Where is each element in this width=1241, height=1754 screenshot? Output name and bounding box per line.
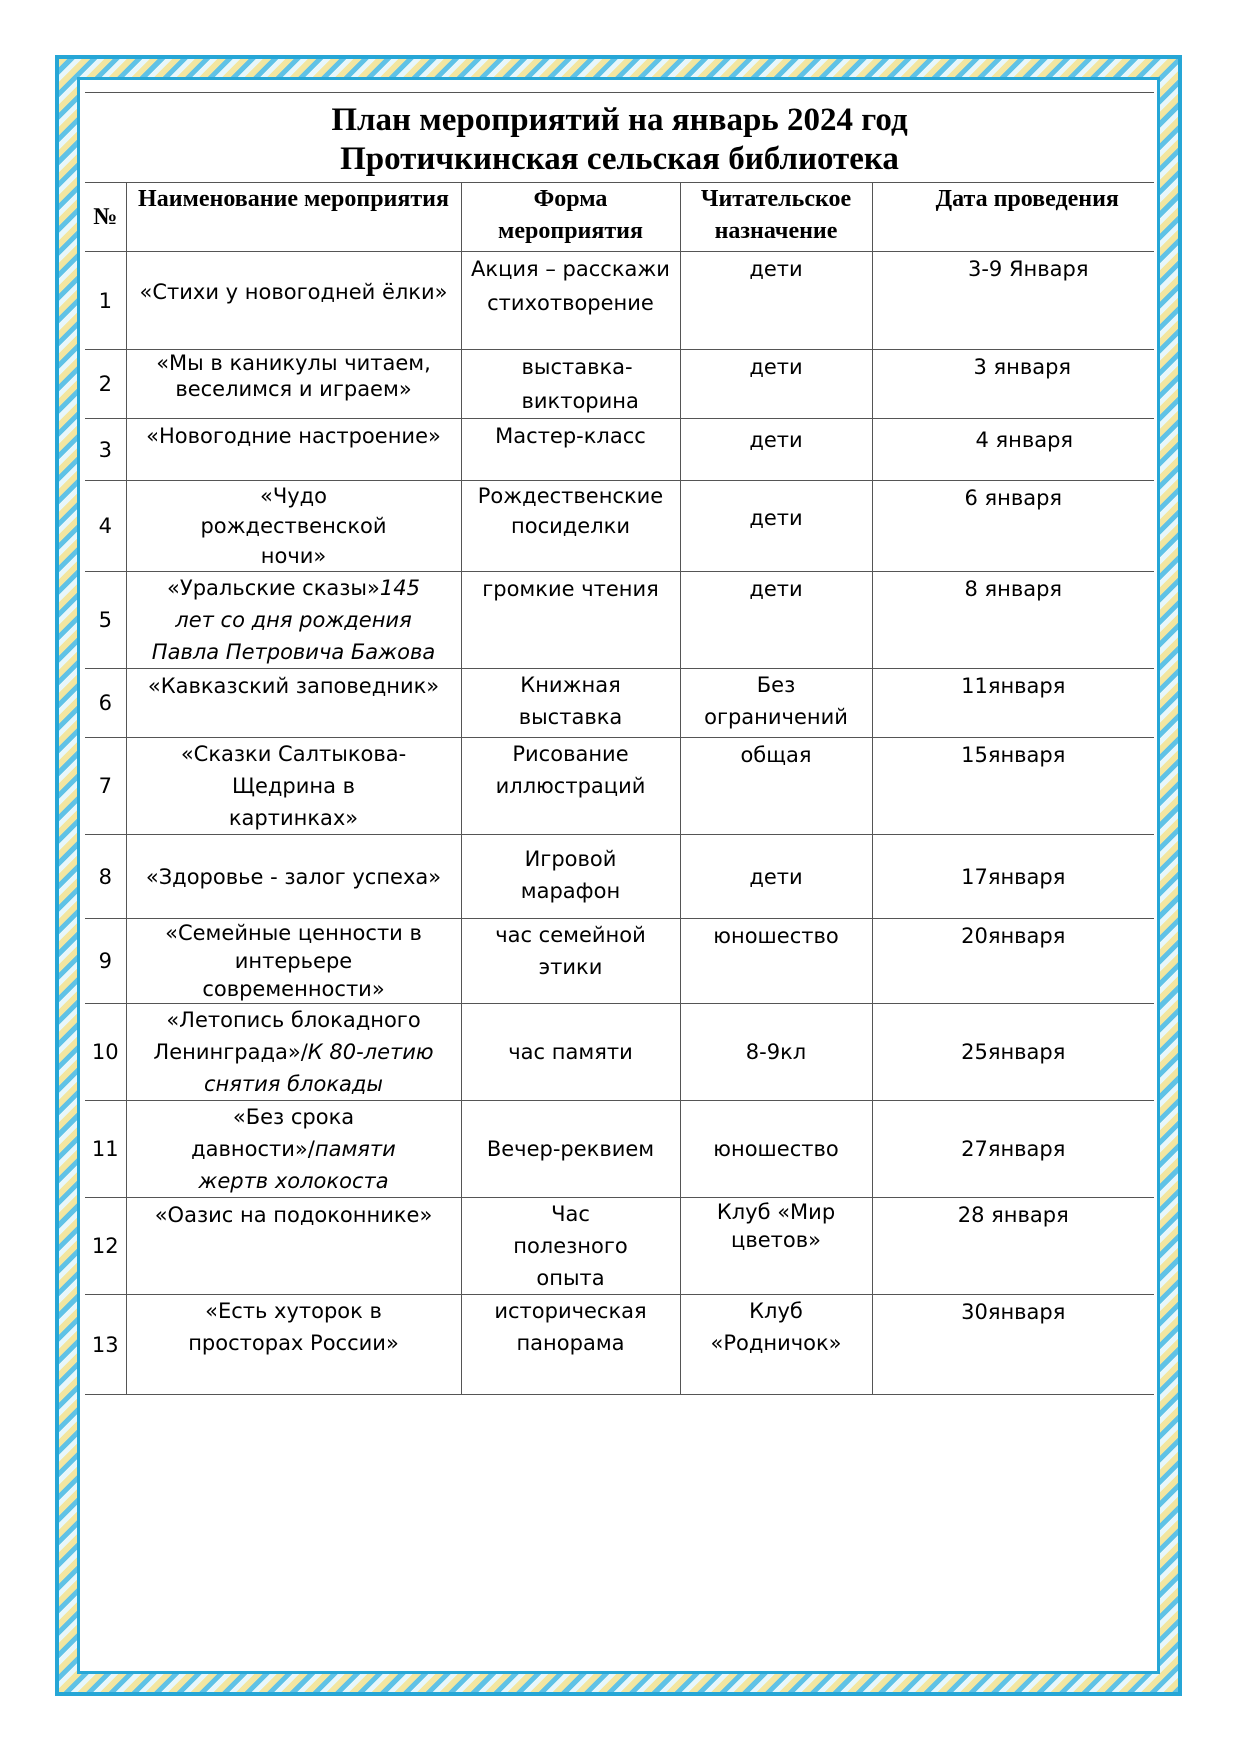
row-name (126, 1101, 461, 1198)
row-num: 9 (85, 919, 126, 1004)
row-date: 3 января (872, 350, 1154, 419)
row-date: 6 января (872, 481, 1154, 572)
table-row (85, 919, 1154, 1004)
row-name-note: К 80-летию снятия блокады (204, 1040, 434, 1096)
row-audience: дети (680, 572, 872, 669)
row-name (126, 669, 461, 738)
row-date: 8 января (872, 572, 1154, 669)
row-audience: Без ограничений (680, 669, 872, 738)
row-date: 15января (872, 738, 1154, 835)
table-row (85, 835, 1154, 919)
row-form: Игровой марафон (461, 835, 680, 919)
row-date: 3-9 Января (872, 252, 1154, 350)
row-audience: Клуб «Мир цветов» (680, 1198, 872, 1295)
row-num: 8 (85, 835, 126, 919)
header-date: Дата проведения (872, 183, 1154, 252)
row-audience: дети (680, 252, 872, 350)
row-name-text: «Стихи у новогодней ёлки» (139, 280, 448, 304)
row-name-note: 145 лет со дня рождения Павла Петровича Бажова (151, 576, 436, 664)
table-row (85, 481, 1154, 572)
row-name (126, 738, 461, 835)
title-line-2: Протичкинская сельская библиотека (340, 141, 899, 177)
table-row (85, 350, 1154, 419)
row-audience: дети (680, 350, 872, 419)
header-num: № (85, 183, 126, 252)
row-name (126, 1295, 461, 1395)
title-block (85, 92, 1154, 182)
row-num: 11 (85, 1101, 126, 1198)
row-num: 13 (85, 1295, 126, 1395)
table-row (85, 252, 1154, 350)
row-name-text: «Семейные ценности в интерьере современности» (165, 921, 422, 1001)
events-table (85, 182, 1154, 1395)
row-num: 3 (85, 419, 126, 481)
row-date: 25января (872, 1004, 1154, 1101)
row-form: Акция – расскажи стихотворение (461, 252, 680, 350)
row-form: час памяти (461, 1004, 680, 1101)
row-date: 4 января (872, 419, 1154, 481)
row-name-text: «Мы в каникулы читаем, веселимся и играем» (156, 351, 431, 401)
row-date: 17января (872, 835, 1154, 919)
row-date: 11января (872, 669, 1154, 738)
row-form: громкие чтения (461, 572, 680, 669)
table-row (85, 738, 1154, 835)
table-row (85, 1101, 1154, 1198)
document (85, 92, 1154, 1395)
row-form: выставка-викторина (461, 350, 680, 419)
row-form: Рисование иллюстраций (461, 738, 680, 835)
row-name-text: «Оазис на подоконнике» (154, 1203, 433, 1227)
title-line-1: План мероприятий на январь 2024 год (331, 102, 908, 138)
row-audience: дети (680, 481, 872, 572)
row-form: историческая панорама (461, 1295, 680, 1395)
row-audience: юношество (680, 919, 872, 1004)
row-name-text: «Летопись блокадного Ленинграда»/ (153, 1008, 421, 1064)
row-audience: общая (680, 738, 872, 835)
table-row (85, 669, 1154, 738)
row-form: Час полезного опыта (461, 1198, 680, 1295)
row-num: 7 (85, 738, 126, 835)
row-date: 30января (872, 1295, 1154, 1395)
table-row (85, 1198, 1154, 1295)
row-name (126, 1004, 461, 1101)
row-num: 1 (85, 252, 126, 350)
table-row (85, 572, 1154, 669)
row-name-text: «Новогодние настроение» (146, 424, 441, 448)
row-num: 2 (85, 350, 126, 419)
row-name (126, 350, 461, 419)
row-name (126, 419, 461, 481)
row-audience: Клуб «Родничок» (680, 1295, 872, 1395)
table-header-row (85, 183, 1154, 252)
row-form: час семейной этики (461, 919, 680, 1004)
row-name-text: «Без срока давности»/ (191, 1105, 355, 1161)
row-audience: дети (680, 835, 872, 919)
row-form: Книжная выставка (461, 669, 680, 738)
row-name (126, 835, 461, 919)
row-form: Вечер-реквием (461, 1101, 680, 1198)
row-name-text: «Есть хуторок в просторах России» (188, 1299, 399, 1355)
table-row (85, 1295, 1154, 1395)
table-row (85, 419, 1154, 481)
row-date: 27января (872, 1101, 1154, 1198)
row-date: 20января (872, 919, 1154, 1004)
row-name-text: «Здоровье - залог успеха» (145, 864, 442, 889)
row-audience: 8-9кл (680, 1004, 872, 1101)
row-name (126, 1198, 461, 1295)
header-form: Форма мероприятия (461, 183, 680, 252)
row-name-text: «Сказки Салтыкова-Щедрина в картинках» (180, 742, 407, 830)
row-audience: дети (680, 419, 872, 481)
row-num: 12 (85, 1198, 126, 1295)
row-name (126, 252, 461, 350)
row-num: 6 (85, 669, 126, 738)
row-num: 10 (85, 1004, 126, 1101)
row-name-note: памяти жертв холокоста (198, 1137, 396, 1193)
row-name (126, 481, 461, 572)
row-form: Рождественские посиделки (461, 481, 680, 572)
header-name: Наименование мероприятия (126, 183, 461, 252)
row-form: Мастер-класс (461, 419, 680, 481)
row-name-text: «Чудо рождественской ночи» (200, 484, 387, 568)
row-name (126, 572, 461, 669)
row-audience: юношество (680, 1101, 872, 1198)
row-name (126, 919, 461, 1004)
row-date: 28 января (872, 1198, 1154, 1295)
header-audience: Читательское назначение (680, 183, 872, 252)
row-num: 5 (85, 572, 126, 669)
table-row (85, 1004, 1154, 1101)
row-num: 4 (85, 481, 126, 572)
row-name-text: «Кавказский заповедник» (147, 674, 440, 698)
row-name-text: «Уральские сказы» (167, 576, 380, 600)
